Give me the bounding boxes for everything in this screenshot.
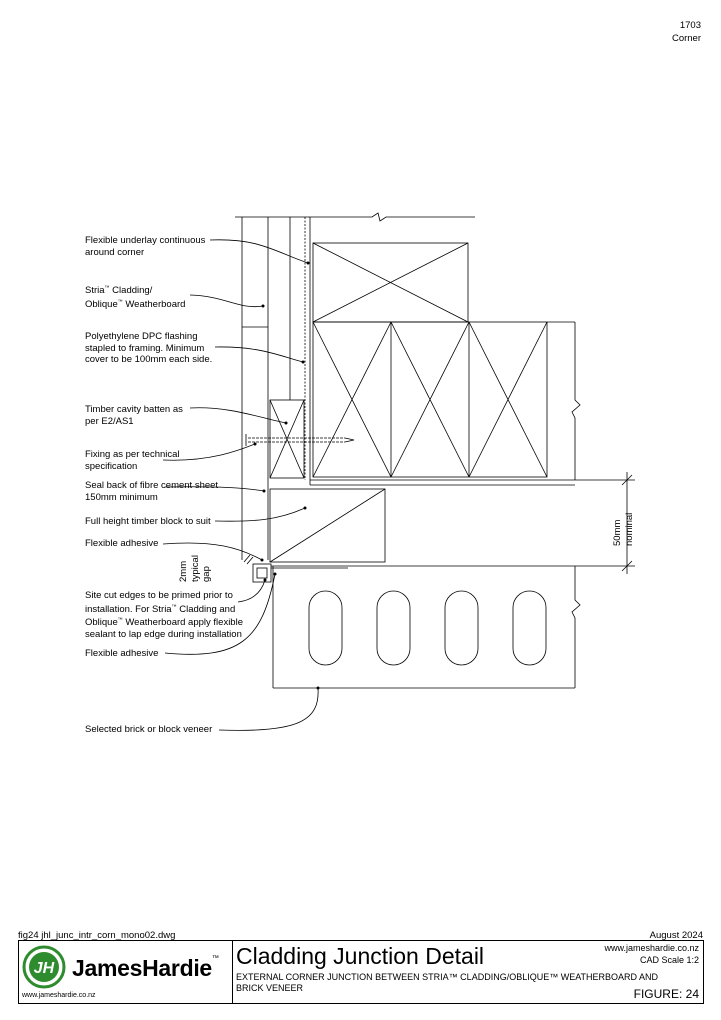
footer-scale: CAD Scale 1:2	[639, 955, 699, 965]
brick-core-4	[513, 591, 546, 665]
label-seal: Seal back of fibre cement sheet 150mm minimum	[85, 480, 219, 503]
brick-core-3	[445, 591, 478, 665]
brick-core-1	[309, 591, 342, 665]
footer-website-right: www.jameshardie.co.nz	[604, 943, 699, 953]
title-block	[18, 940, 704, 1004]
title-divider	[232, 941, 233, 1003]
brand-name: JamesHardie™	[72, 955, 219, 981]
leader-underlay	[210, 240, 308, 263]
label-timber-block: Full height timber block to suit	[85, 516, 211, 527]
header-code: 1703	[679, 20, 701, 31]
label-adhesive-1: Flexible adhesive	[85, 538, 159, 549]
leader-cladding	[190, 295, 263, 307]
drawing-subtitle: EXTERNAL CORNER JUNCTION BETWEEN STRIA™ CLADDING/OBLIQUE™ WEATHERBOARD AND BRICK VENEER	[236, 972, 659, 993]
leader-block	[215, 508, 305, 521]
fixing-tip	[345, 438, 354, 442]
label-adhesive-2: Flexible adhesive	[85, 648, 159, 659]
brick-break-line	[572, 566, 580, 688]
drawing-title: Cladding Junction Detail	[236, 943, 485, 969]
right-break-line	[572, 322, 580, 480]
label-batten: Timber cavity batten as per E2/AS1	[85, 404, 183, 427]
brand-logo	[22, 945, 227, 989]
leader-batten	[190, 408, 286, 423]
footer-filename: fig24 jhl_junc_intr_corn_mono02.dwg	[18, 930, 176, 941]
svg-text:JH: JH	[33, 960, 55, 977]
label-dimension: 50mm nominal	[612, 512, 635, 546]
header-category: Corner	[671, 33, 701, 44]
brick-core-2	[377, 591, 410, 665]
corner-trim	[253, 564, 271, 582]
footer-date: August 2024	[649, 930, 703, 941]
label-underlay: Flexible underlay continuous around corner	[85, 235, 206, 258]
footer-website-left: www.jameshardie.co.nz	[22, 992, 96, 999]
label-gap: 2mm typical gap	[178, 555, 212, 582]
figure-number: FIGURE: 24	[633, 987, 699, 1001]
label-sitecut: Site cut edges to be primed prior to installation. For Stria™ Cladding and Oblique™ Weatherboard apply flexible sealant to lap edge during installation	[85, 590, 243, 640]
label-dpc: Polyethylene DPC flashing stapled to framing. Minimum cover to be 100mm each side.	[85, 331, 213, 365]
top-break-line	[235, 213, 475, 221]
label-fixing: Fixing as per technical specification	[85, 449, 180, 472]
label-cladding: Stria™ Cladding/ Oblique™ Weatherboard	[85, 285, 186, 310]
leader-brick	[219, 688, 318, 730]
jh-logo-icon	[22, 945, 66, 989]
label-brick: Selected brick or block veneer	[85, 724, 213, 735]
